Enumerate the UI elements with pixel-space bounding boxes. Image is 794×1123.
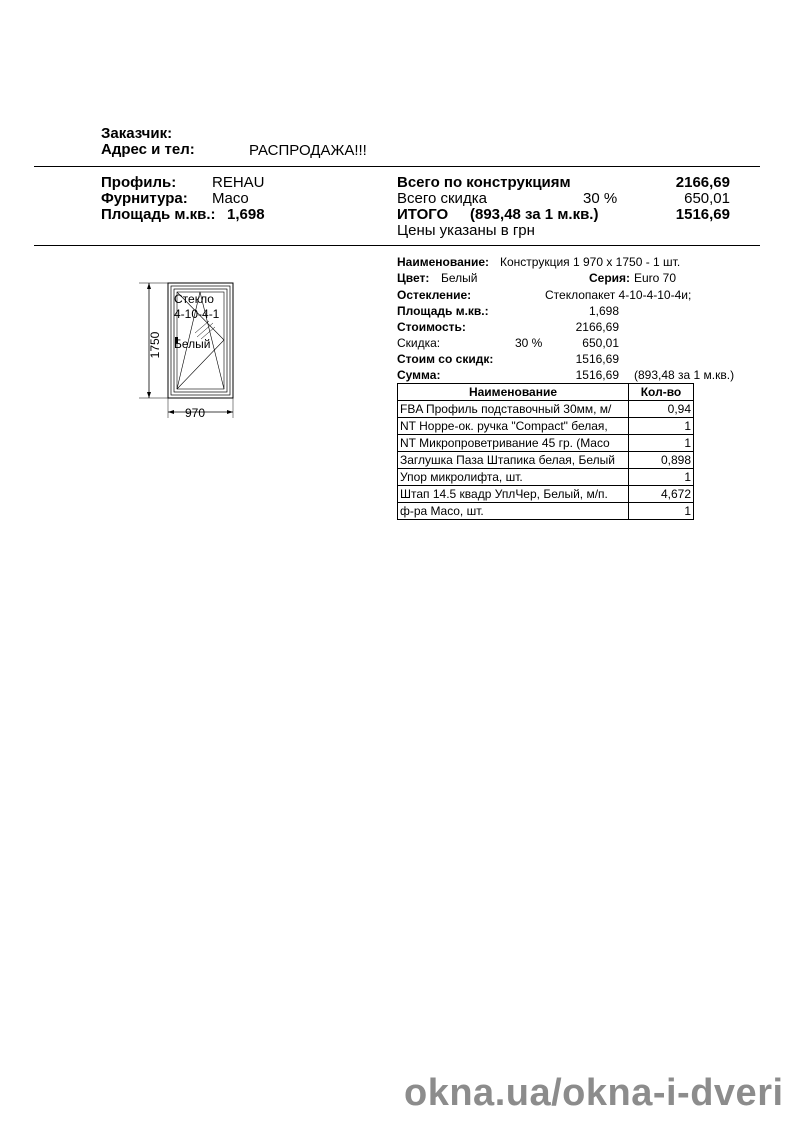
after-discount-label: Стоим со скидк: [397,352,494,366]
item-name: ф-ра Maco, шт. [398,503,629,520]
currency-note: Цены указаны в грн [397,222,535,239]
item-qty: 1 [629,503,694,520]
discount-percent: 30 % [583,190,618,207]
name-label: Наименование: [397,255,490,269]
discount-value: 650,01 [684,190,730,207]
item-name: NT Hoppe-ок. ручка "Compact" белая, [398,418,629,435]
item-qty: 1 [629,435,694,452]
sum-label: Сумма: [397,368,441,382]
table-header-row [398,384,694,401]
grand-total-label: ИТОГО [397,206,449,223]
fittings-label: Фурнитура: [101,190,188,207]
table-row [398,452,694,469]
profile-label: Профиль: [101,174,177,191]
grand-total-value: 1516,69 [675,206,730,223]
table-row [398,418,694,435]
color-value: Белый [441,271,478,285]
series-value: Euro 70 [634,271,677,285]
color-label-details: Цвет: [397,271,430,285]
table-row [398,503,694,520]
width-dimension: 970 [185,406,206,420]
after-discount-value: 1516,69 [575,352,619,366]
area-value: 1,698 [227,206,265,223]
item-name: NT Микропроветривание 45 гр. (Maco [398,435,629,452]
divider-bottom [34,245,760,246]
discount-percent-details: 30 % [515,336,543,350]
item-qty: 0,94 [629,401,694,418]
area-label-details: Площадь м.кв.: [397,304,489,318]
item-qty: 1 [629,418,694,435]
height-dimension: 1750 [148,331,162,359]
area-label: Площадь м.кв.: [101,206,216,223]
name-value: Конструкция 1 970 x 1750 - 1 шт. [500,255,681,269]
sum-value: 1516,69 [575,368,619,382]
customer-label: Заказчик: [101,125,173,142]
divider-top [34,166,760,167]
table-row [398,401,694,418]
item-qty: 4,672 [629,486,694,503]
fittings-value: Maco [212,190,249,207]
table-row [398,435,694,452]
address-value: РАСПРОДАЖА!!! [249,142,367,159]
glass-spec-label: 4-10-4-1 [174,307,220,321]
items-table [397,383,694,520]
glazing-label: Остекление: [397,288,472,302]
cost-value: 2166,69 [575,320,619,334]
item-qty: 1 [629,469,694,486]
glazing-value: Стеклопакет 4-10-4-10-4и; [545,288,692,302]
total-value: 2166,69 [675,174,730,191]
series-label: Серия: [589,271,631,285]
discount-label: Всего скидка [397,190,487,207]
grand-total-per-m2: (893,48 за 1 м.кв.) [470,206,599,223]
column-header-qty: Кол-во [629,384,694,401]
item-name: Заглушка Паза Штапика белая, Белый [398,452,629,469]
site-watermark: okna.ua/okna-i-dveri [404,1072,784,1114]
glass-label: Стекло [174,292,214,306]
profile-value: REHAU [212,174,265,191]
total-label: Всего по конструкциям [397,174,571,191]
address-label: Адрес и тел: [101,141,195,158]
table-row [398,486,694,503]
column-header-name: Наименование [398,384,629,401]
discount-value-details: 650,01 [582,336,619,350]
discount-label-details: Скидка: [397,336,441,350]
item-name: FBA Профиль подставочный 30мм, м/ [398,401,629,418]
cost-label: Стоимость: [397,320,466,334]
sum-per-m2: (893,48 за 1 м.кв.) [634,368,735,382]
item-name: Штап 14.5 квадр УплЧер, Белый, м/п. [398,486,629,503]
item-name: Упор микролифта, шт. [398,469,629,486]
color-label: Белый [174,337,211,351]
item-qty: 0,898 [629,452,694,469]
table-row [398,469,694,486]
area-value-details: 1,698 [588,304,619,318]
